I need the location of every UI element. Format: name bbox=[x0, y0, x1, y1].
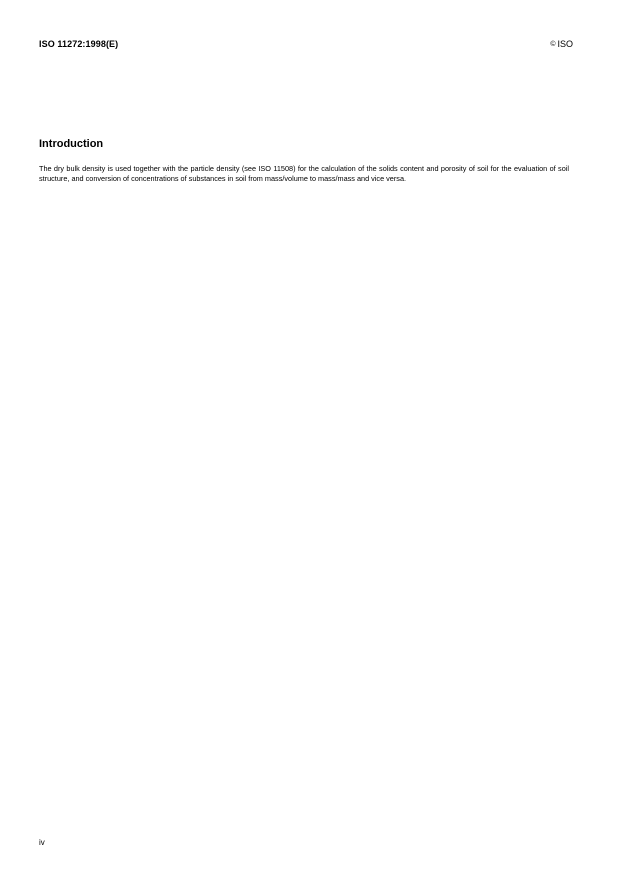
document-id: ISO 11272:1998(E) bbox=[39, 39, 119, 49]
section-heading-introduction: Introduction bbox=[39, 138, 104, 150]
introduction-paragraph: The dry bulk density is used together with the particle density (see ISO 11508) for the calculation of the solids content and porosity of soil for the evaluation of soil structure, and conversion of concentrations of substances in soil from mass/volume to mass/mass and vice versa. bbox=[39, 164, 569, 183]
page-number: iv bbox=[39, 838, 45, 847]
copyright-holder: ISO bbox=[557, 39, 573, 49]
copyright-notice bbox=[550, 39, 573, 49]
copyright-icon: © bbox=[550, 40, 556, 48]
